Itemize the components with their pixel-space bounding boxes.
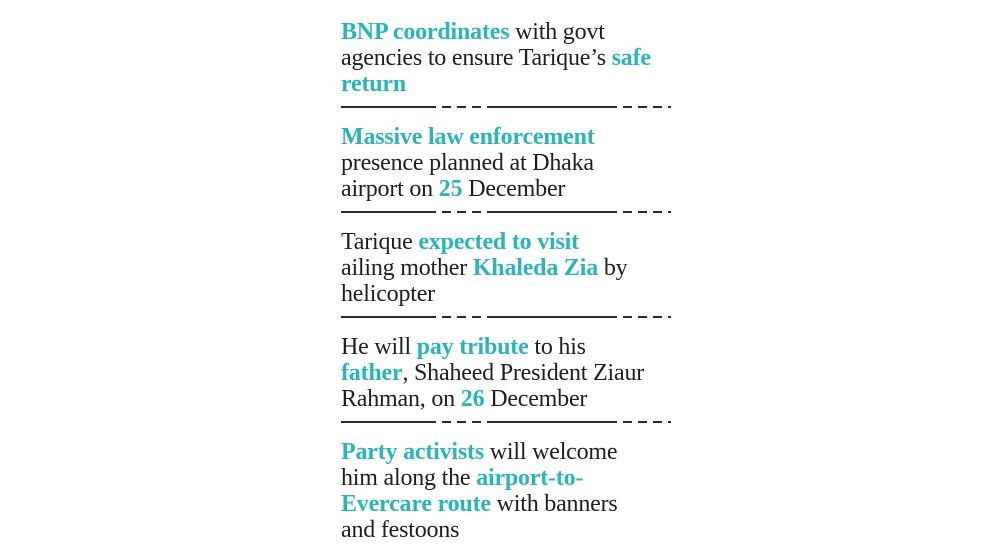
plain-text: airport on (341, 176, 439, 202)
text-line (341, 334, 675, 360)
highlighted-text: Massive law enforcement (341, 124, 595, 150)
plain-text: by (598, 255, 628, 281)
highlighted-text: safe (611, 45, 651, 71)
plain-text: will welcome (483, 439, 618, 465)
highlighted-text: BNP coordinates (341, 19, 510, 45)
list-item (341, 229, 675, 307)
text-line (341, 19, 675, 45)
plain-text: and festoons (341, 517, 460, 543)
text-line (341, 71, 675, 97)
plain-text: with govt (509, 19, 605, 45)
highlighted-text: pay tribute (416, 334, 529, 360)
plain-text: December (462, 176, 566, 202)
plain-text: December (484, 386, 588, 412)
dashed-separator (341, 106, 675, 108)
plain-text: presence planned at Dhaka (341, 150, 594, 176)
list-item (341, 19, 675, 97)
bullet-list (341, 19, 675, 543)
highlighted-text: Party activists (341, 439, 484, 465)
plain-text: agencies to ensure Tarique’s (341, 45, 612, 71)
text-line (341, 517, 675, 543)
plain-text: Tarique (341, 229, 419, 255)
plain-text: helicopter (341, 281, 435, 307)
dashed-separator (341, 211, 675, 213)
highlighted-text: 26 (460, 386, 485, 412)
highlighted-text: return (341, 71, 407, 97)
plain-text: He will (341, 334, 417, 360)
dashed-separator (341, 421, 675, 423)
highlighted-text: expected to visit (418, 229, 579, 255)
dashed-separator (341, 316, 675, 318)
text-line (341, 45, 675, 71)
highlighted-text: Khaleda Zia (472, 255, 599, 281)
list-item (341, 334, 675, 412)
list-item (341, 439, 675, 543)
text-line (341, 229, 675, 255)
highlighted-text: father (341, 360, 403, 386)
plain-text: with banners (490, 491, 618, 517)
text-line (341, 281, 675, 307)
text-line (341, 386, 675, 412)
text-line (341, 124, 675, 150)
highlighted-text: airport-to- (476, 465, 584, 491)
text-line (341, 360, 675, 386)
highlighted-text: Evercare route (341, 491, 491, 517)
text-line (341, 150, 675, 176)
text-line (341, 176, 675, 202)
text-line (341, 255, 675, 281)
highlighted-text: 25 (438, 176, 463, 202)
plain-text: ailing mother (341, 255, 473, 281)
plain-text: Rahman, on (341, 386, 461, 412)
plain-text: to his (528, 334, 586, 360)
plain-text: him along the (341, 465, 477, 491)
plain-text: , Shaheed President Ziaur (402, 360, 645, 386)
text-line (341, 465, 675, 491)
list-item (341, 124, 675, 202)
text-line (341, 439, 675, 465)
text-line (341, 491, 675, 517)
